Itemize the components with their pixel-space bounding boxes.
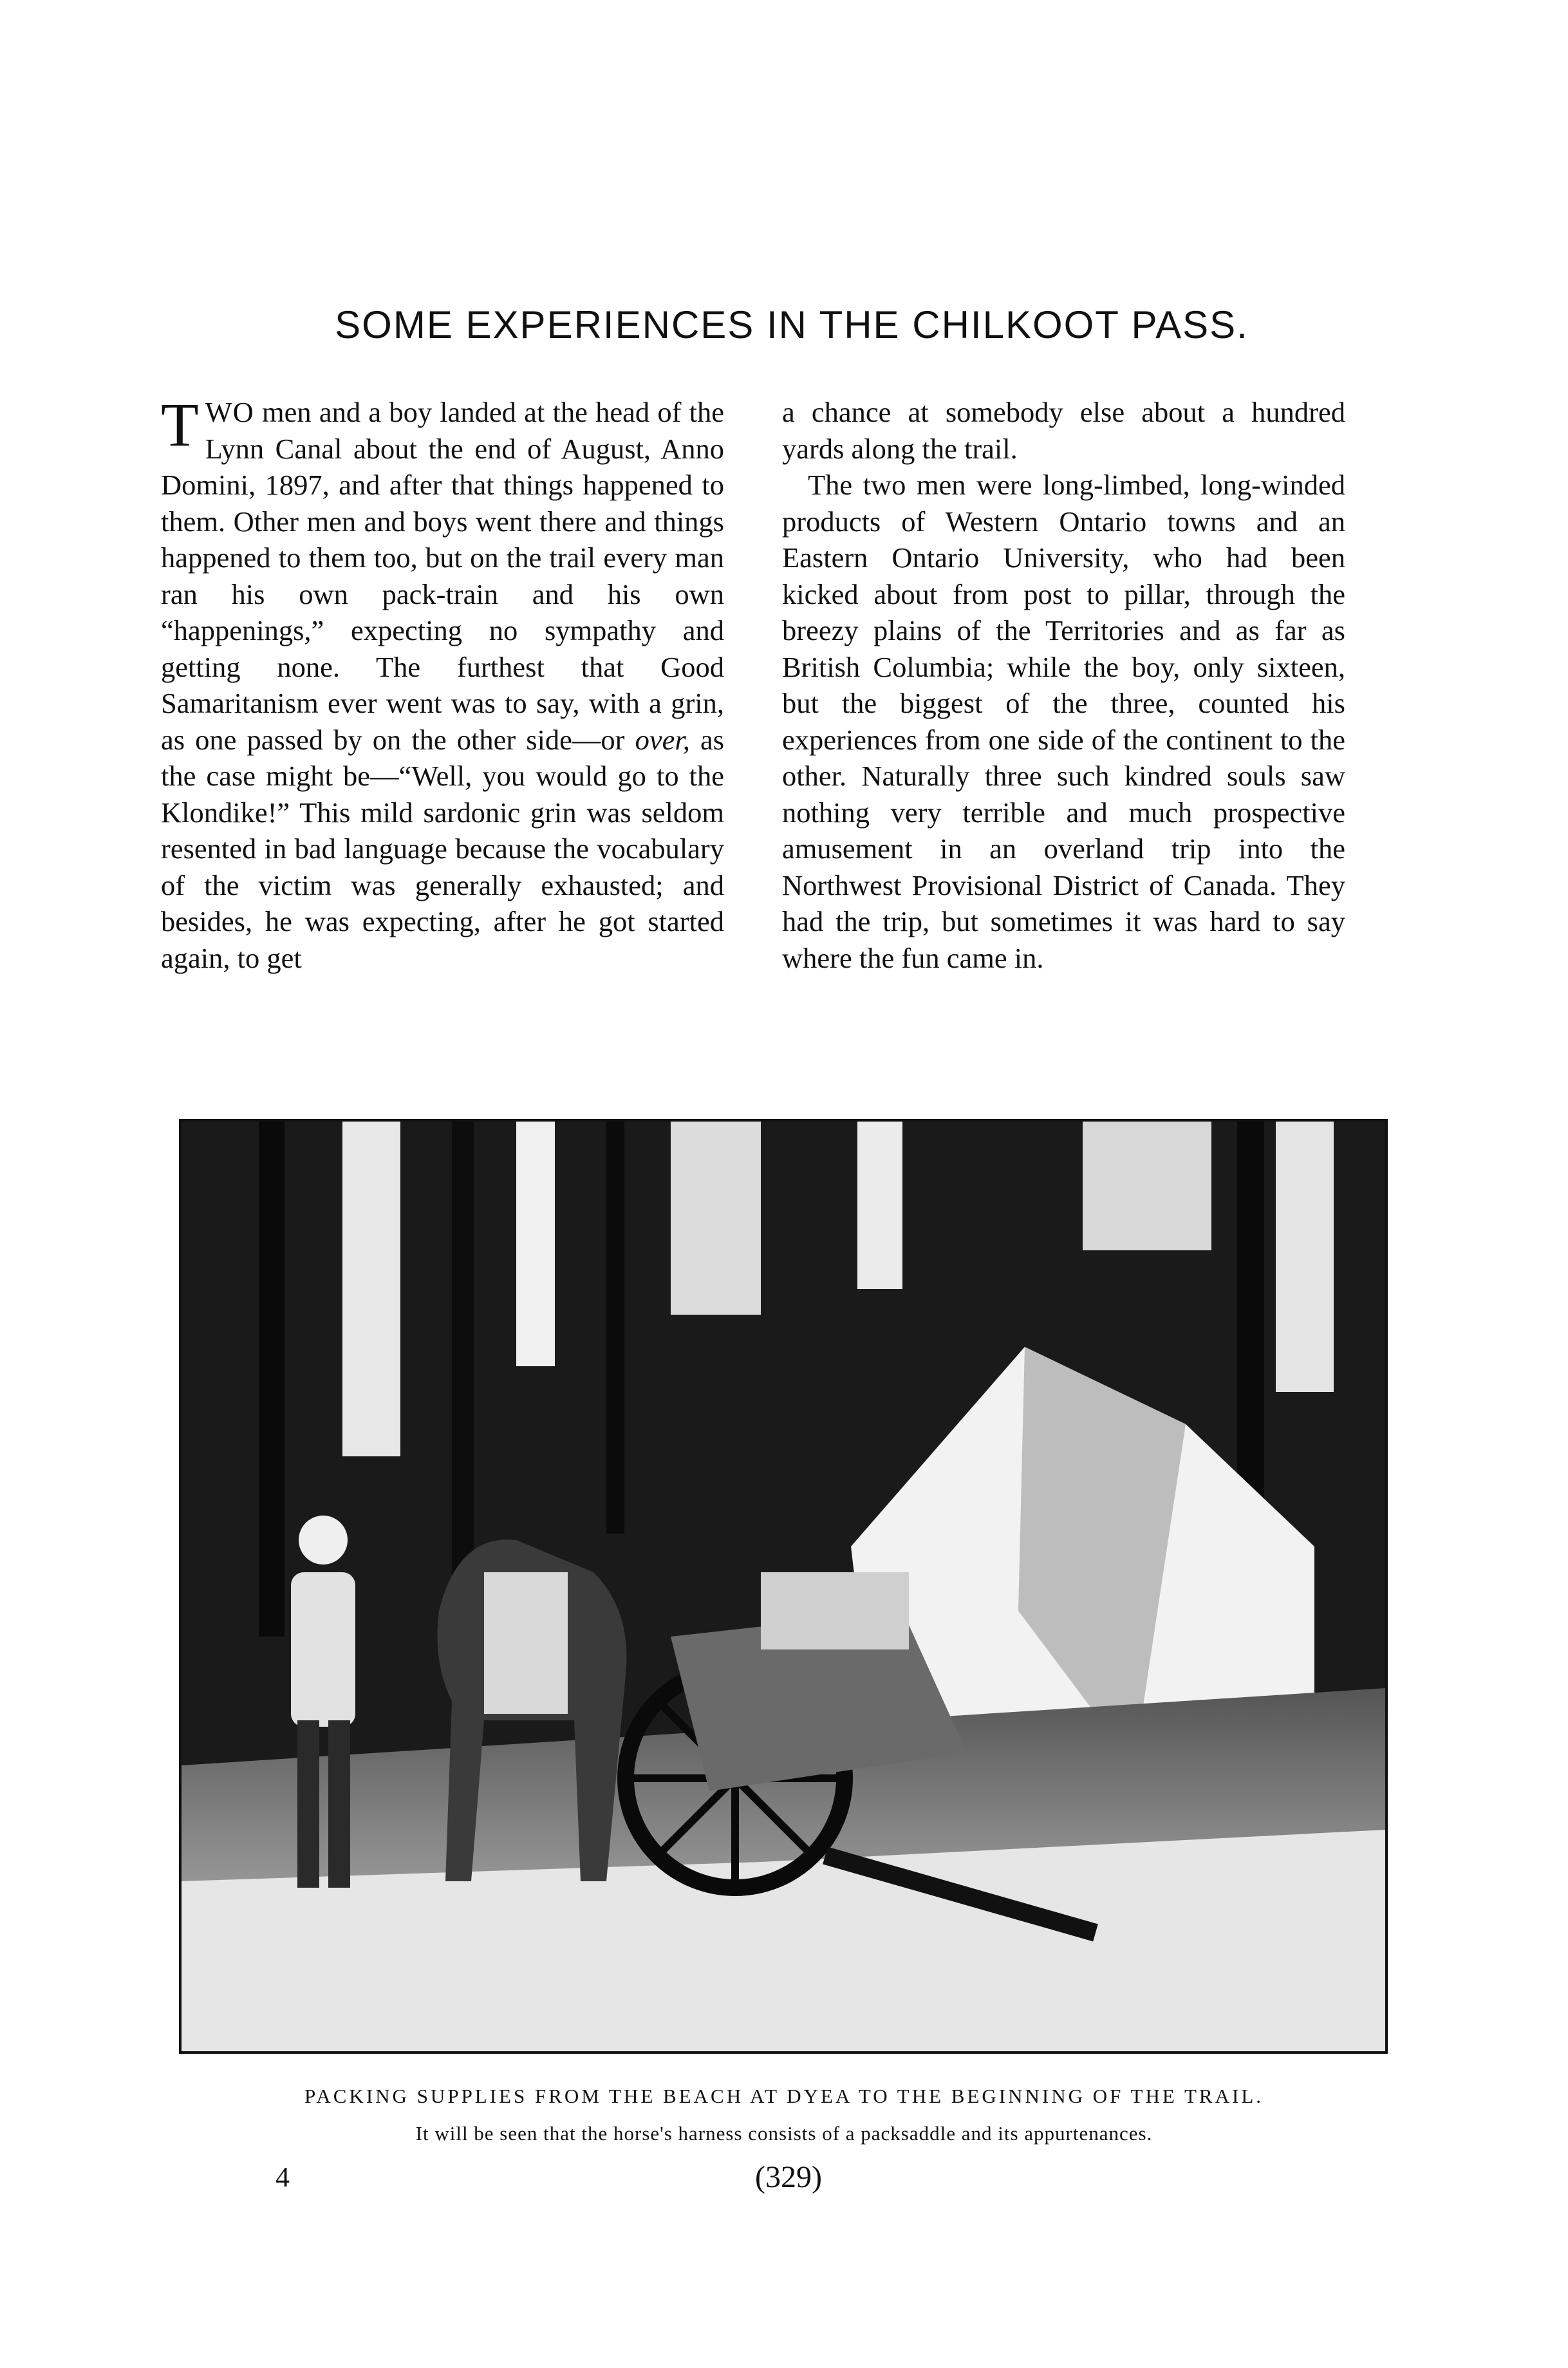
figure-subcaption: It will be seen that the horse's harness consists of a packsaddle and its appurtenances. bbox=[415, 2122, 1153, 2145]
page-number: (329) bbox=[755, 2160, 822, 2194]
second-paragraph: The two men were long-limbed, long-winded products of Western Ontario towns and an Eastern Ontario University, who had been kicked about from post to pillar, through the breezy plains of the Territories and as far as British Columbia; while the boy, only sixteen, but the biggest of the three, counted his experiences from one side of the continent to the other. Naturally three such kindred souls saw nothing very terrible and much prospective amusement in an overland trip into the Northwest Provisional District of Canada. They had the trip, but sometimes it was hard to say where the fun came in. bbox=[782, 469, 1345, 974]
left-column bbox=[161, 390, 725, 976]
first-word-rest: WO bbox=[205, 396, 254, 428]
opening-paragraph bbox=[161, 390, 725, 976]
left-column-text: men and a boy landed at the head of the Lynn Canal about the end of August, Anno Domini, 1897, and after that things happened to them. Other men and boys went there and things happened to them too, but on the trail every man ran his own pack-train and his own “happenings,” expecting no sympathy and getting none. The furthest that Good Samaritanism ever went was to say, with a grin, as one passed by on the other side—or bbox=[161, 396, 724, 756]
photograph-illustration bbox=[182, 1122, 1385, 2051]
article-title: SOME EXPERIENCES IN THE CHILKOOT PASS. bbox=[335, 303, 1249, 346]
left-column-text-continued: as the case might be—“Well, you would go to the Klondike!” This mild sardonic grin was seldom resented in bad language because the vocabulary of the victim was generally exhausted; and besides, he was expecting, after he got started again, to get bbox=[161, 723, 725, 974]
italic-word: over, bbox=[635, 723, 690, 756]
photograph bbox=[179, 1119, 1388, 2054]
continued-paragraph: a chance at somebody else about a hundred yards along the trail. bbox=[782, 396, 1345, 465]
figure-caption: PACKING SUPPLIES FROM THE BEACH AT DYEA TO THE BEGINNING OF THE TRAIL. bbox=[304, 2085, 1264, 2107]
signature-mark: 4 bbox=[275, 2161, 290, 2193]
drop-cap: T bbox=[161, 390, 199, 459]
right-column bbox=[782, 394, 1345, 976]
